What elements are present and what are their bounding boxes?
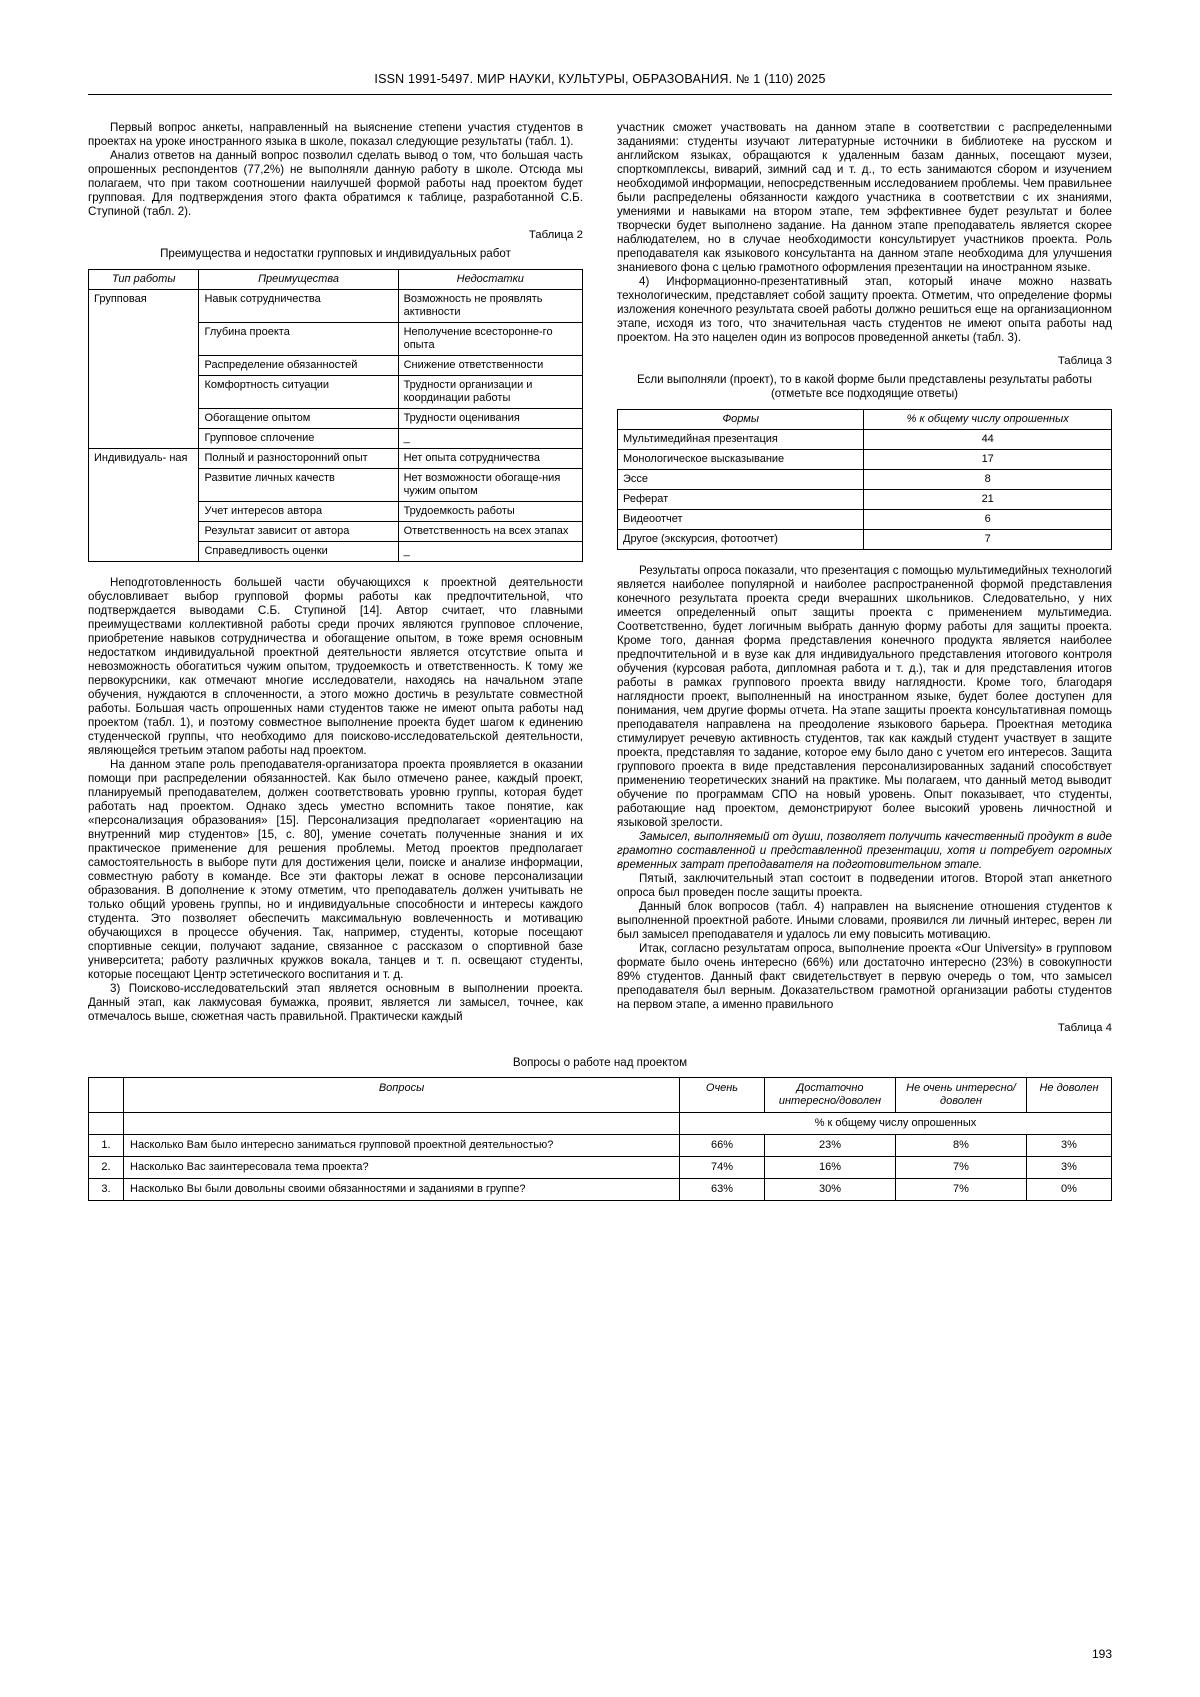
table2-cell: Групповое сплочение bbox=[199, 429, 398, 449]
table2-header-advantages: Преимущества bbox=[199, 270, 398, 290]
right-column bbox=[617, 121, 1112, 1040]
paragraph: участник сможет участвовать на данном этапе в соответствии с распределенными заданиями: студенты изучают литературные источники в библиотеке на русском и английском языках, обращаются к удаленным базам данных, посещают музеи, спорткомплексы, виварий, зимний сад и т. д., то есть занимаются сбором и изучением необходимой информации, непосредственным исследованием проблемы. Чем правильнее были распределены обязанности каждого участника в соответствии с их знаниями, умениями и навыками на втором этапе, тем эффективнее будет результат и более творчески будет выполнено задание. На данном этапе преподаватель является скорее наблюдателем, но в случае необходимости консультирует участников проекта. Роль преподавателя как языкового консультанта на данном этапе необходима для улучшения знаниевого фона с целью грамотного оформления презентации на иностранном языке. bbox=[617, 121, 1112, 274]
table4-cell-value: 74% bbox=[680, 1157, 765, 1179]
two-column-body bbox=[88, 121, 1112, 1040]
table-row bbox=[618, 430, 1112, 450]
table3-cell-form: Видеоотчет bbox=[618, 510, 864, 530]
table2-caption: Таблица 2 bbox=[528, 229, 583, 241]
table-header-row bbox=[89, 1078, 1112, 1113]
left-column bbox=[88, 121, 583, 1040]
table-row bbox=[618, 470, 1112, 490]
table4-cell-num: 3. bbox=[89, 1179, 124, 1201]
table4-cell-value: 63% bbox=[680, 1179, 765, 1201]
table2-title: Преимущества и недостатки групповых и индивидуальных работ bbox=[160, 247, 511, 260]
table4-cell-value: 0% bbox=[1027, 1179, 1112, 1201]
table-row bbox=[618, 510, 1112, 530]
table3-cell-value: 6 bbox=[864, 510, 1112, 530]
table-subheader-row bbox=[89, 1113, 1112, 1135]
table2-group-label: Групповая bbox=[89, 290, 199, 449]
table4-header-very: Очень bbox=[680, 1078, 765, 1113]
table4-cell-question: Насколько Вы были довольны своими обязанностями и заданиями в группе? bbox=[124, 1179, 680, 1201]
table4-header-num bbox=[89, 1078, 124, 1113]
table4-title: Вопросы о работе над проектом bbox=[512, 1056, 688, 1069]
table-advantages-disadvantages bbox=[88, 269, 583, 562]
table2-cell: Справедливость оценки bbox=[199, 542, 398, 562]
paragraph: Замысел, выполняемый от души, позволяет получить качественный продукт в виде грамотно составленной и представленной презентации, хотя и потребует огромных временных затрат преподавателя на подготовительном этапе. bbox=[617, 830, 1112, 871]
table3-cell-value: 21 bbox=[864, 490, 1112, 510]
table2-cell: Комфортность ситуации bbox=[199, 376, 398, 409]
table-row bbox=[89, 1135, 1112, 1157]
paragraph: 3) Поисково-исследовательский этап является основным в выполнении проекта. Данный этап, как лакмусовая бумажка, проявит, является ли замысел, точнее, как отмечалось выше, сюжетная часть правильной. Практически каждый bbox=[88, 982, 583, 1023]
table-row bbox=[89, 290, 583, 323]
table2-cell: Полный и разносторонний опыт bbox=[199, 449, 398, 469]
table-project-questions bbox=[88, 1077, 1112, 1201]
table2-cell: Навык сотрудничества bbox=[199, 290, 398, 323]
table2-cell: Ответственность на всех этапах bbox=[398, 522, 582, 542]
table-header-row bbox=[89, 270, 583, 290]
table4-header-notvery: Не очень интересно/доволен bbox=[896, 1078, 1027, 1113]
table2-cell: Учет интересов автора bbox=[199, 502, 398, 522]
table4-cell-num: 2. bbox=[89, 1157, 124, 1179]
table3-cell-value: 17 bbox=[864, 450, 1112, 470]
table3-cell-form: Эссе bbox=[618, 470, 864, 490]
table4-cell-value: 3% bbox=[1027, 1157, 1112, 1179]
table3-cell-form: Мультимедийная презентация bbox=[618, 430, 864, 450]
table2-cell: _ bbox=[398, 429, 582, 449]
table2-cell: Нет возможности обогаще-ния чужим опытом bbox=[398, 469, 582, 502]
table2-header-type: Тип работы bbox=[89, 270, 199, 290]
table4-header-question: Вопросы bbox=[124, 1078, 680, 1113]
table2-cell: Результат зависит от автора bbox=[199, 522, 398, 542]
table3-cell-form: Монологическое высказывание bbox=[618, 450, 864, 470]
paragraph: 4) Информационно-презентативный этап, который иначе можно назвать технологическим, представляет собой защиту проекта. Отметим, что определение формы изложения конечного результата своей работы должно решиться еще на организационном этапе, исходя из того, что значительная часть студентов не имеют опыта работы над проектом. На это нацелен один из вопросов проведенной анкеты (табл. 3). bbox=[617, 275, 1112, 344]
table4-caption: Таблица 4 bbox=[1057, 1022, 1112, 1034]
table4-cell-question: Насколько Вас заинтересовала тема проекта? bbox=[124, 1157, 680, 1179]
table-row bbox=[618, 530, 1112, 550]
paragraph: Неподготовленность большей части обучающихся к проектной деятельности обусловливает выбор групповой формы работы как предпочтительной, что подтверждается выводами С.Б. Ступиной [14]. Автор считает, что главными преимуществами коллективной работы среди прочих являются групповое сплочение, приобретение навыков сотрудничества и обогащение опытом, в тоже время основным недостатком индивидуальной проектной деятельности является отсутствие опыта и невозможность обогатиться чужим опытом, трудоемкость и ответственность. К тому же первокурсники, как отмечают многие исследователи, находясь на начальном этапе обучения, нуждаются в сплоченности, а этого можно достичь в результате совместной работы. Большая часть опрошенных нами студентов также не имеют опыта работы над проектом (табл. 1), и поэтому совместное выполнение проекта будет шагом к единению студенческой группы, что необходимо для поисково-исследовательской деятельности, являющейся третьим этапом работы над проектом. bbox=[88, 576, 583, 757]
table2-cell: Развитие личных качеств bbox=[199, 469, 398, 502]
paragraph: На данном этапе роль преподавателя-организатора проекта проявляется в оказании помощи при распределении обязанностей. Как было отмечено ранее, каждый проект, планируемый преподавателем, должен соответствовать уровню группы, которая будет работать над проектом. Однако здесь уместно вспомнить такое понятие, как «персонализация образования» [15]. Персонализация предполагает «ориентацию на внутренний мир студентов» [15, с. 80], умение сочетать полученные знания и их практическое применение для решения проблемы. Метод проектов предполагает самостоятельность в выборе пути для достижения цели, поиске и анализе информации, совместную работу в команде. Все эти факторы лежат в основе персонализации образования. В дополнение к этому отметим, что преподаватель должен учитывать не только общий уровень группы, но и индивидуальные способности и интересы каждого студента. Это позволяет обеспечить максимальную вовлеченность и мотивацию обучающихся в процессе обучения. Так, например, студенты, которые посещают спортивные секции, получают задание, связанное с рассказом о спортивной базе университета; работу различных кружков вокала, танцев и т. п. освещают студенты, которые посещают Центр эстетического воспитания и т. д. bbox=[88, 758, 583, 981]
paragraph: Анализ ответов на данный вопрос позволил сделать вывод о том, что большая часть опрошенных респондентов (77,2%) не выполняли данную работу в школе. Отсюда мы полагаем, что при таком соотношении наилучшей формой работы над проектом будет групповая. Для подтверждения этого факта обратимся к таблице, разработанной С.Б. Ступиной (табл. 2). bbox=[88, 149, 583, 218]
table2-cell: Снижение ответственности bbox=[398, 356, 582, 376]
page-number: 193 bbox=[1091, 1647, 1112, 1661]
page-header: ISSN 1991-5497. МИР НАУКИ, КУЛЬТУРЫ, ОБРАЗОВАНИЯ. № 1 (110) 2025 bbox=[88, 72, 1112, 95]
table3-cell-value: 44 bbox=[864, 430, 1112, 450]
paragraph: Итак, согласно результатам опроса, выполнение проекта «Our University» в групповом формате было очень интересно (66%) или достаточно интересно (23%) в совокупности 89% студентов. Данный факт свидетельствует в первую очередь о том, что замысел преподавателя был верным. Доказательством грамотной организации работы студентов на первом этапе, а именно правильного bbox=[617, 942, 1112, 1011]
table4-header-notsatisfied: Не доволен bbox=[1027, 1078, 1112, 1113]
table2-individual-label: Индивидуаль- ная bbox=[89, 449, 199, 562]
table4-header-enough: Достаточно интересно/доволен bbox=[765, 1078, 896, 1113]
table4-cell-value: 8% bbox=[896, 1135, 1027, 1157]
table4-subheader-blank bbox=[89, 1113, 124, 1135]
table4-cell-value: 7% bbox=[896, 1157, 1027, 1179]
table4-block bbox=[88, 1056, 1112, 1201]
table2-cell: Обогащение опытом bbox=[199, 409, 398, 429]
table4-cell-value: 66% bbox=[680, 1135, 765, 1157]
paragraph: Данный блок вопросов (табл. 4) направлен на выяснение отношения студентов к выполненной проектной работе. Иными словами, проявился ли личный интерес, верен ли был замысел преподавателя и удалось ли ему повысить мотивацию. bbox=[617, 900, 1112, 941]
table-row bbox=[89, 1179, 1112, 1201]
table4-subheader-blank2 bbox=[124, 1113, 680, 1135]
table4-cell-value: 3% bbox=[1027, 1135, 1112, 1157]
table3-cell-value: 8 bbox=[864, 470, 1112, 490]
paragraph: Первый вопрос анкеты, направленный на выяснение степени участия студентов в проектах на уроке иностранного языка в школе, показал следующие результаты (табл. 1). bbox=[88, 121, 583, 148]
table2-cell: Глубина проекта bbox=[199, 323, 398, 356]
table4-cell-question: Насколько Вам было интересно заниматься групповой проектной деятельностью? bbox=[124, 1135, 680, 1157]
table-header-row bbox=[618, 410, 1112, 430]
table-row bbox=[618, 450, 1112, 470]
table2-cell: Трудоемкость работы bbox=[398, 502, 582, 522]
table2-cell: Нет опыта сотрудничества bbox=[398, 449, 582, 469]
table3-header-forms: Формы bbox=[618, 410, 864, 430]
table-row bbox=[89, 1157, 1112, 1179]
table2-cell: Трудности организации и координации работы bbox=[398, 376, 582, 409]
table4-cell-value: 16% bbox=[765, 1157, 896, 1179]
table2-cell: Распределение обязанностей bbox=[199, 356, 398, 376]
table3-header-percent: % к общему числу опрошенных bbox=[864, 410, 1112, 430]
table-row bbox=[89, 449, 583, 469]
table3-cell-form: Реферат bbox=[618, 490, 864, 510]
table3-title: Если выполняли (проект), то в какой форме были представлены результаты работы (отметьте все подходящие ответы) bbox=[637, 373, 1092, 400]
table-row bbox=[618, 490, 1112, 510]
table2-header-disadvantages: Недостатки bbox=[398, 270, 582, 290]
table3-cell-value: 7 bbox=[864, 530, 1112, 550]
table2-cell: Неполучение всесторонне-го опыта bbox=[398, 323, 582, 356]
table-presentation-forms bbox=[617, 409, 1112, 550]
table4-cell-value: 23% bbox=[765, 1135, 896, 1157]
table4-cell-num: 1. bbox=[89, 1135, 124, 1157]
table2-cell: _ bbox=[398, 542, 582, 562]
paragraph: Результаты опроса показали, что презентация с помощью мультимедийных технологий является наиболее популярной и наиболее распространенной формой представления конечного результата проекта среди вчерашних школьников. Следовательно, у них имеется определенный опыт защиты проекта с применением мультимедиа. Соответственно, будет логичным выбрать данную форму работы для защиты проекта. Кроме того, данная форма представления конечного продукта является наиболее предпочтительной и в вузе как для индивидуального представления итогового контроля обучения (курсовая работа, дипломная работа и т. д.), так и для представления итогов работы в рамках группового проекта ввиду наглядности. Кроме того, благодаря наглядности проект, выполненный на иностранном языке, будет более доступен для понимания, чем другие формы отчета. На этапе защиты проекта консультативная помощь преподавателя направлена на преодоление языкового барьера. Проектная методика стимулирует речевую активность студентов, так как каждый студент участвует в защите проекта, представляя то задание, которое ему было дано с учетом его интересов. Защита группового проекта в виде представления персонализированных заданий способствует применению теоретических знаний на практике. Мы полагаем, что данный метод выводит обучение по программам СПО на новый уровень. Опыт показывает, что студенты, работающие над проектом, демонстрируют более высокий уровень личностной и языковой зрелости. bbox=[617, 564, 1112, 829]
table4-subheader-percent: % к общему числу опрошенных bbox=[680, 1113, 1112, 1135]
paragraph: Пятый, заключительный этап состоит в подведении итогов. Второй этап анкетного опроса был проведен после защиты проекта. bbox=[617, 872, 1112, 899]
table4-cell-value: 30% bbox=[765, 1179, 896, 1201]
table3-caption: Таблица 3 bbox=[1057, 355, 1112, 367]
table2-cell: Трудности оценивания bbox=[398, 409, 582, 429]
table2-cell: Возможность не проявлять активности bbox=[398, 290, 582, 323]
table3-cell-form: Другое (экскурсия, фотоотчет) bbox=[618, 530, 864, 550]
table4-cell-value: 7% bbox=[896, 1179, 1027, 1201]
